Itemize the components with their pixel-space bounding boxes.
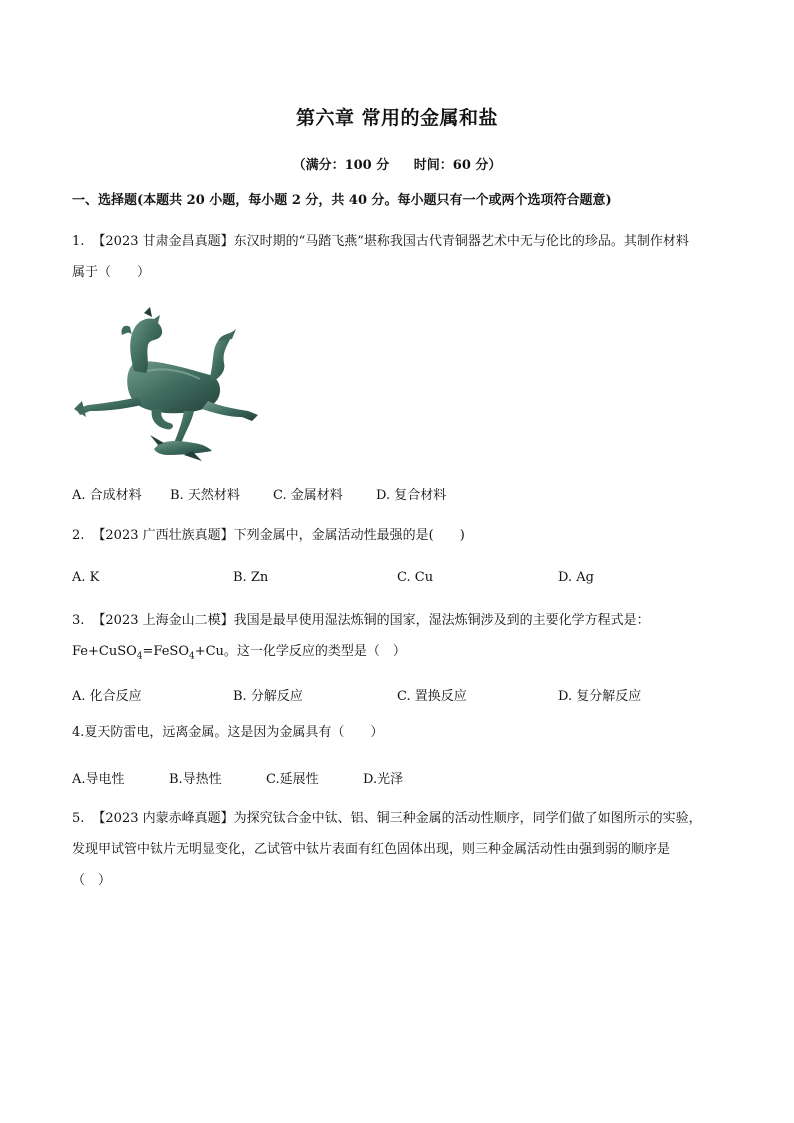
- question-5: [72, 803, 732, 896]
- option-d[interactable]: D. 复合材料: [376, 488, 447, 503]
- question-text: 夏天防雷电，远离金属。这是因为金属具有（ ）: [84, 725, 384, 740]
- exam-meta: [0, 154, 794, 173]
- option-c[interactable]: C.延展性: [266, 772, 319, 787]
- section-heading: 一、选择题(本题共 20 小题，每小题 2 分，共 40 分。每小题只有一个或两个选项符合题意): [72, 193, 612, 208]
- chemical-equation: Fe+CuSO$_4$=FeSO$_4$+Cu。这一化学反应的类型是（ ）: [72, 644, 406, 662]
- question-text: 【2023 甘肃金昌真题】东汉时期的“马踏飞燕”堪称我国古代青铜器艺术中无与伦比的珍品。其制作材料: [92, 234, 689, 249]
- option-c[interactable]: C. 金属材料: [273, 488, 343, 503]
- option-a[interactable]: A. K: [72, 570, 100, 585]
- question-4: [72, 717, 732, 748]
- question-number: 3.: [72, 613, 85, 628]
- option-d[interactable]: D. Ag: [558, 570, 594, 585]
- question-text: 【2023 内蒙赤峰真题】为探究钛合金中钛、铝、铜三种金属的活动性顺序，同学们做了如图所示的实验，: [92, 811, 702, 826]
- score-info: （满分：100 分: [292, 158, 390, 173]
- option-c[interactable]: C. 置换反应: [397, 689, 467, 704]
- options-q1: [72, 484, 732, 504]
- option-a[interactable]: A.导电性: [72, 772, 125, 787]
- question-text-line2: 属于（ ）: [72, 265, 151, 280]
- options-q4: [72, 768, 732, 788]
- option-b[interactable]: B.导热性: [169, 772, 222, 787]
- option-b[interactable]: B. 天然材料: [170, 488, 240, 503]
- options-q2: [72, 570, 732, 590]
- option-d[interactable]: D. 复分解反应: [558, 689, 642, 704]
- option-b[interactable]: B. 分解反应: [233, 689, 303, 704]
- option-a[interactable]: A. 化合反应: [72, 689, 142, 704]
- question-text-line2: 发现甲试管中钛片无明显变化，乙试管中钛片表面有红色固体出现，则三种金属活动性由强到弱的顺序是: [72, 842, 671, 857]
- question-number: 1.: [72, 234, 85, 249]
- question-text: 【2023 广西壮族真题】下列金属中，金属活动性最强的是( ): [92, 528, 465, 543]
- bronze-galloping-horse-image: [72, 305, 262, 465]
- page-title: 第六章 常用的金属和盐: [295, 107, 499, 129]
- question-number: 5.: [72, 811, 85, 826]
- option-a[interactable]: A. 合成材料: [72, 488, 142, 503]
- option-d[interactable]: D.光泽: [363, 772, 404, 787]
- options-q3: [72, 685, 732, 705]
- question-2: [72, 520, 732, 551]
- time-info: 时间：60 分）: [413, 158, 502, 173]
- option-b[interactable]: B. Zn: [233, 570, 269, 585]
- question-number: 2.: [72, 528, 85, 543]
- question-text: 【2023 上海金山二模】我国是最早使用湿法炼铜的国家，湿法炼铜涉及到的主要化学方程式是：: [92, 613, 650, 628]
- question-number: 4.: [72, 725, 85, 740]
- question-1: [72, 226, 732, 288]
- question-text-line3: （ ）: [72, 873, 112, 888]
- option-c[interactable]: C. Cu: [397, 570, 434, 585]
- question-3: [72, 605, 732, 673]
